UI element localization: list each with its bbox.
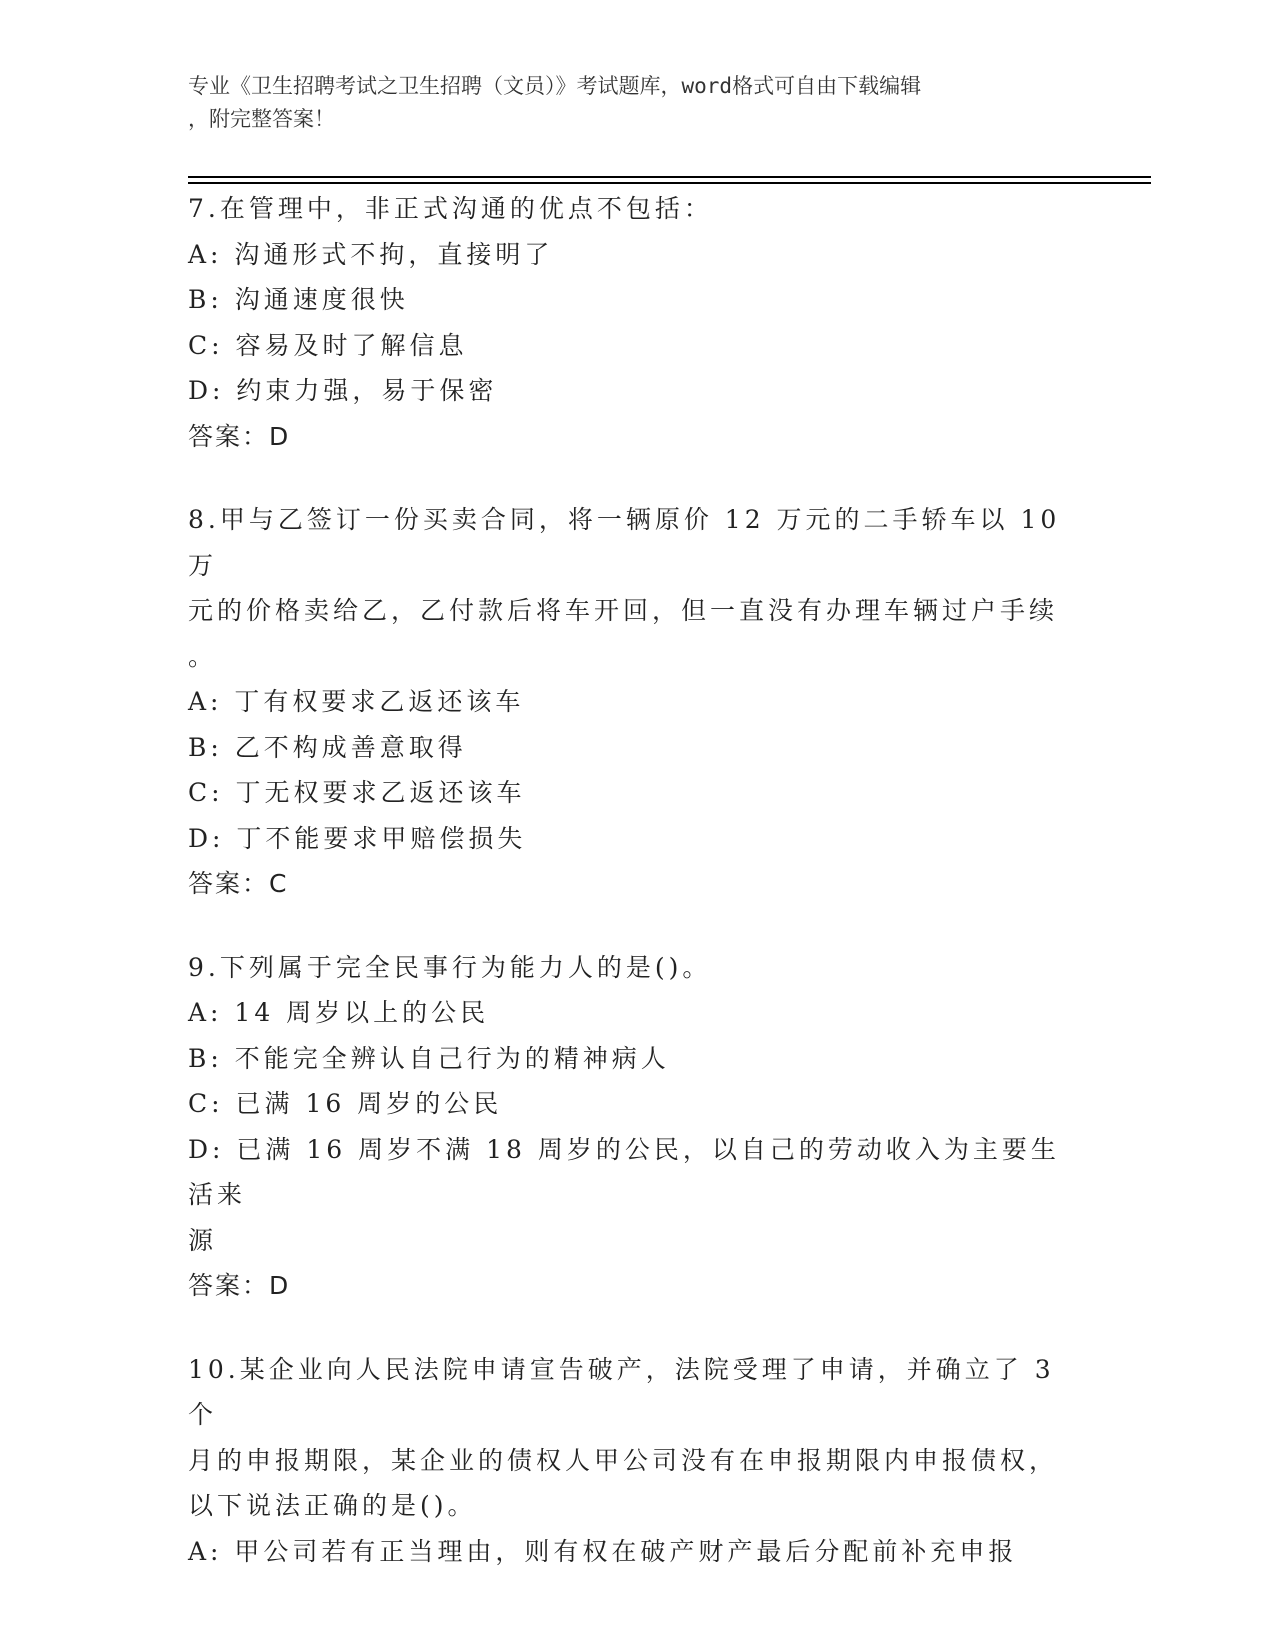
option-b: B: 沟通速度很快 <box>188 285 409 314</box>
question-stem: 月的申报期限，某企业的债权人甲公司没有在申报期限内申报债权， <box>188 1445 1059 1475</box>
option-d: D: 已满 16 周岁不满 18 周岁的公民，以自己的劳动收入为主要生活来 <box>188 1134 1060 1209</box>
question-8 <box>188 497 1088 907</box>
answer-label: 答案：C <box>188 869 289 898</box>
header-line-1: 专业《卫生招聘考试之卫生招聘（文员）》考试题库，word格式可自由下载编辑 <box>188 74 922 98</box>
option-d-continued: 源 <box>188 1225 218 1255</box>
option-b: B: 乙不构成善意取得 <box>188 732 467 762</box>
option-c: C: 容易及时了解信息 <box>188 330 468 360</box>
question-stem: 9.下列属于完全民事行为能力人的是()。 <box>188 952 712 982</box>
header-line-2: ，附完整答案！ <box>188 107 335 131</box>
question-stem: 10.某企业向人民法院申请宣告破产，法院受理了申请，并确立了 3 个 <box>188 1354 1067 1429</box>
header-divider-bottom <box>188 182 1151 184</box>
option-b: B: 不能完全辨认自己行为的精神病人 <box>188 1043 670 1073</box>
option-c: C: 已满 16 周岁的公民 <box>188 1089 503 1118</box>
question-stem: 以下说法正确的是()。 <box>188 1491 477 1520</box>
question-stem: 元的价格卖给乙，乙付款后将车开回，但一直没有办理车辆过户手续 <box>188 596 1059 625</box>
question-10 <box>188 1347 1088 1575</box>
option-a: A: 沟通形式不拘，直接明了 <box>188 239 554 269</box>
answer-label: 答案：D <box>188 1271 291 1300</box>
answer-label: 答案：D <box>188 421 291 451</box>
question-7 <box>188 186 1088 459</box>
question-stem: 。 <box>188 641 218 671</box>
document-header <box>188 70 1088 136</box>
option-a: A: 14 周岁以上的公民 <box>188 998 490 1027</box>
option-a: A: 甲公司若有正当理由，则有权在破产财产最后分配前补充申报 <box>188 1536 1018 1566</box>
option-d: D: 约束力强，易于保密 <box>188 376 498 405</box>
question-9 <box>188 945 1088 1309</box>
option-d: D: 丁不能要求甲赔偿损失 <box>188 823 527 853</box>
option-a: A: 丁有权要求乙返还该车 <box>188 687 525 716</box>
question-stem: 8.甲与乙签订一份买卖合同，将一辆原价 12 万元的二手轿车以 10 万 <box>188 505 1073 580</box>
question-stem: 7.在管理中，非正式沟通的优点不包括： <box>188 194 713 223</box>
header-divider-top <box>188 176 1151 178</box>
question-list <box>188 186 1088 1612</box>
option-c: C: 丁无权要求乙返还该车 <box>188 778 526 807</box>
